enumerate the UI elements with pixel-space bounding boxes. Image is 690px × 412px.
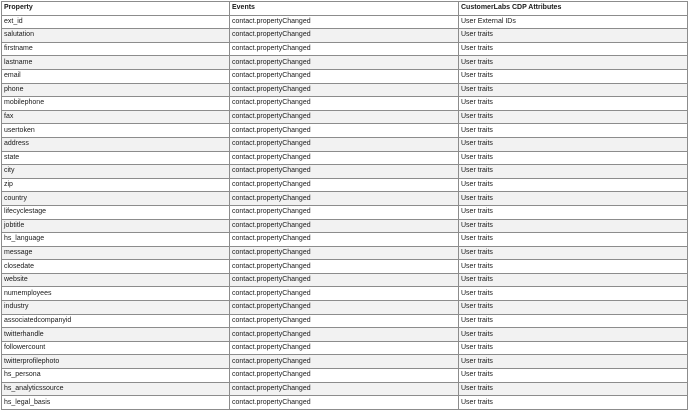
cell-cdp-attribute: User traits [459, 246, 688, 260]
cell-property: country [2, 192, 230, 206]
cell-property: closedate [2, 260, 230, 274]
cell-property: followercount [2, 341, 230, 355]
cell-event: contact.propertyChanged [230, 301, 459, 315]
table-row [2, 219, 688, 233]
cell-property: zip [2, 178, 230, 192]
cell-cdp-attribute: User traits [459, 396, 688, 410]
cell-cdp-attribute: User traits [459, 205, 688, 219]
cell-cdp-attribute: User traits [459, 341, 688, 355]
cell-event: contact.propertyChanged [230, 233, 459, 247]
cell-event: contact.propertyChanged [230, 341, 459, 355]
cell-property: hs_legal_basis [2, 396, 230, 410]
cell-cdp-attribute: User traits [459, 301, 688, 315]
header-row [2, 2, 688, 16]
header-property: Property [2, 2, 230, 16]
cell-event: contact.propertyChanged [230, 260, 459, 274]
cell-property: numemployees [2, 287, 230, 301]
cell-cdp-attribute: User traits [459, 287, 688, 301]
cell-property: email [2, 69, 230, 83]
cell-event: contact.propertyChanged [230, 151, 459, 165]
cell-property: jobtitle [2, 219, 230, 233]
cell-cdp-attribute: User traits [459, 83, 688, 97]
cell-event: contact.propertyChanged [230, 314, 459, 328]
cell-event: contact.propertyChanged [230, 192, 459, 206]
cell-property: address [2, 137, 230, 151]
cell-cdp-attribute: User traits [459, 369, 688, 383]
cell-property: lastname [2, 56, 230, 70]
cell-event: contact.propertyChanged [230, 328, 459, 342]
table-row [2, 328, 688, 342]
cell-property: hs_persona [2, 369, 230, 383]
table-row [2, 124, 688, 138]
cell-event: contact.propertyChanged [230, 273, 459, 287]
table-row [2, 110, 688, 124]
table-row [2, 151, 688, 165]
cell-cdp-attribute: User traits [459, 137, 688, 151]
cell-property: hs_analyticssource [2, 382, 230, 396]
table-row [2, 396, 688, 410]
table-row [2, 69, 688, 83]
cell-property: twitterhandle [2, 328, 230, 342]
table-row [2, 287, 688, 301]
property-mapping-table [1, 1, 688, 410]
cell-cdp-attribute: User traits [459, 97, 688, 111]
cell-cdp-attribute: User traits [459, 151, 688, 165]
table-row [2, 369, 688, 383]
table-row [2, 29, 688, 43]
cell-event: contact.propertyChanged [230, 56, 459, 70]
table-row [2, 382, 688, 396]
table-row [2, 42, 688, 56]
cell-event: contact.propertyChanged [230, 355, 459, 369]
table-row [2, 233, 688, 247]
cell-property: salutation [2, 29, 230, 43]
cell-event: contact.propertyChanged [230, 42, 459, 56]
cell-property: hs_language [2, 233, 230, 247]
cell-cdp-attribute: User traits [459, 124, 688, 138]
table-body [2, 15, 688, 409]
cell-event: contact.propertyChanged [230, 124, 459, 138]
cell-property: state [2, 151, 230, 165]
cell-property: usertoken [2, 124, 230, 138]
cell-event: contact.propertyChanged [230, 246, 459, 260]
cell-property: phone [2, 83, 230, 97]
cell-event: contact.propertyChanged [230, 369, 459, 383]
table-row [2, 178, 688, 192]
cell-property: message [2, 246, 230, 260]
cell-cdp-attribute: User traits [459, 355, 688, 369]
cell-cdp-attribute: User traits [459, 42, 688, 56]
table-row [2, 192, 688, 206]
cell-event: contact.propertyChanged [230, 110, 459, 124]
cell-property: industry [2, 301, 230, 315]
cell-property: twitterprofilephoto [2, 355, 230, 369]
table-row [2, 205, 688, 219]
cell-cdp-attribute: User traits [459, 56, 688, 70]
table-row [2, 97, 688, 111]
cell-property: mobilephone [2, 97, 230, 111]
table-row [2, 301, 688, 315]
table-row [2, 314, 688, 328]
cell-event: contact.propertyChanged [230, 15, 459, 29]
cell-cdp-attribute: User traits [459, 382, 688, 396]
table-row [2, 83, 688, 97]
table-row [2, 246, 688, 260]
cell-cdp-attribute: User traits [459, 110, 688, 124]
table-row [2, 273, 688, 287]
cell-event: contact.propertyChanged [230, 97, 459, 111]
cell-event: contact.propertyChanged [230, 137, 459, 151]
cell-cdp-attribute: User traits [459, 69, 688, 83]
cell-event: contact.propertyChanged [230, 205, 459, 219]
header-events: Events [230, 2, 459, 16]
table-row [2, 165, 688, 179]
cell-event: contact.propertyChanged [230, 83, 459, 97]
cell-property: fax [2, 110, 230, 124]
cell-cdp-attribute: User traits [459, 328, 688, 342]
cell-cdp-attribute: User traits [459, 260, 688, 274]
cell-event: contact.propertyChanged [230, 382, 459, 396]
cell-cdp-attribute: User External IDs [459, 15, 688, 29]
cell-property: associatedcompanyid [2, 314, 230, 328]
table-row [2, 137, 688, 151]
cell-property: ext_id [2, 15, 230, 29]
cell-cdp-attribute: User traits [459, 178, 688, 192]
cell-event: contact.propertyChanged [230, 69, 459, 83]
cell-cdp-attribute: User traits [459, 219, 688, 233]
cell-cdp-attribute: User traits [459, 233, 688, 247]
table-row [2, 341, 688, 355]
cell-event: contact.propertyChanged [230, 165, 459, 179]
cell-event: contact.propertyChanged [230, 396, 459, 410]
cell-cdp-attribute: User traits [459, 314, 688, 328]
cell-cdp-attribute: User traits [459, 273, 688, 287]
cell-event: contact.propertyChanged [230, 219, 459, 233]
cell-event: contact.propertyChanged [230, 29, 459, 43]
table-row [2, 56, 688, 70]
cell-cdp-attribute: User traits [459, 165, 688, 179]
table-row [2, 355, 688, 369]
header-cdp-attributes: CustomerLabs CDP Attributes [459, 2, 688, 16]
cell-property: city [2, 165, 230, 179]
table-row [2, 15, 688, 29]
table-row [2, 260, 688, 274]
cell-property: lifecyclestage [2, 205, 230, 219]
cell-property: website [2, 273, 230, 287]
cell-cdp-attribute: User traits [459, 29, 688, 43]
cell-cdp-attribute: User traits [459, 192, 688, 206]
cell-event: contact.propertyChanged [230, 287, 459, 301]
cell-property: firstname [2, 42, 230, 56]
table-header [2, 2, 688, 16]
cell-event: contact.propertyChanged [230, 178, 459, 192]
